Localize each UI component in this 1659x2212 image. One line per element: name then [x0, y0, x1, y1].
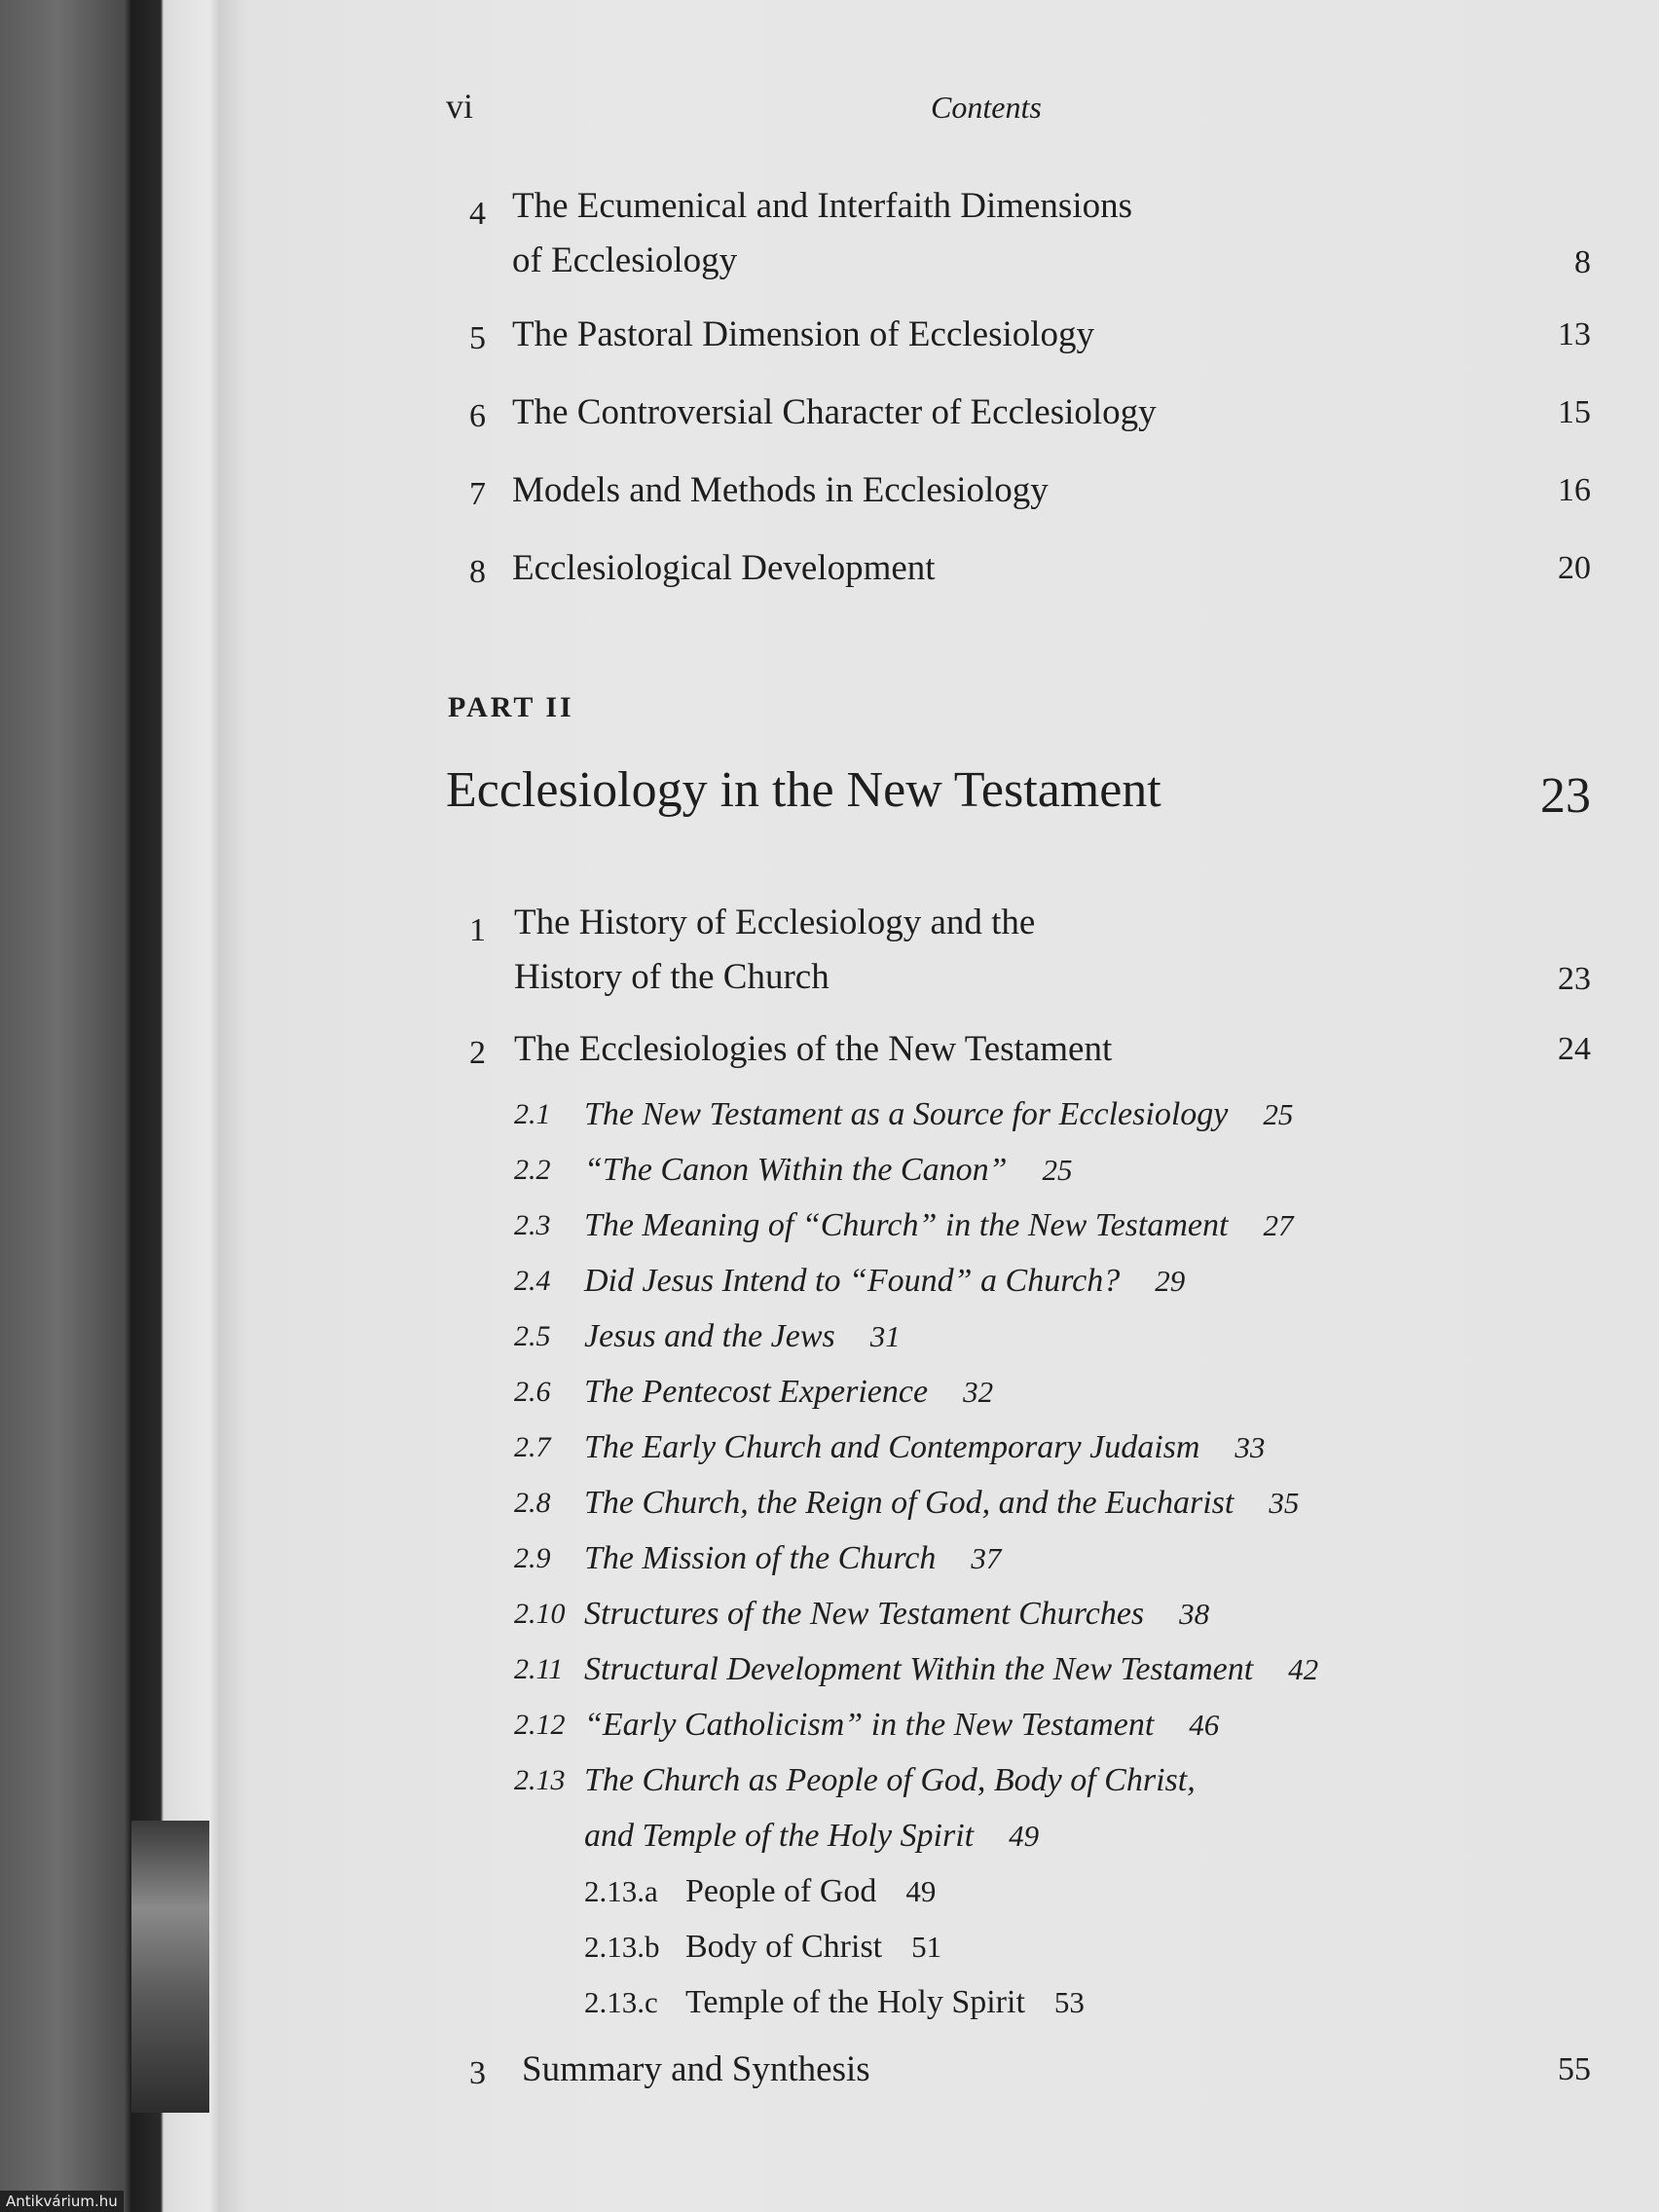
- chapter-title-line1: The Ecumenical and Interfaith Dimensions: [512, 186, 1133, 226]
- chapter-number: 7: [469, 476, 486, 512]
- chapter-title: The Pastoral Dimension of Ecclesiology: [512, 314, 1095, 354]
- section-title: The Mission of the Church: [584, 1540, 937, 1576]
- chapter-title-line2: of Ecclesiology: [512, 240, 738, 280]
- section-number: 2.10: [514, 1598, 566, 1630]
- section-title: “Early Catholicism” in the New Testament: [584, 1707, 1155, 1743]
- chapter-number: 3: [469, 2055, 486, 2091]
- section-page: 31: [869, 1319, 901, 1353]
- subsection-title: Body of Christ: [685, 1929, 883, 1965]
- section-title: Jesus and the Jews: [584, 1318, 835, 1354]
- section-title: Structural Development Within the New Testament: [584, 1651, 1254, 1687]
- section-number: 2.8: [514, 1487, 551, 1519]
- chapter-page: 15: [1558, 394, 1591, 430]
- chapter-title: The Controversial Character of Ecclesiology: [512, 392, 1157, 432]
- part-title[interactable]: Ecclesiology in the New Testament: [446, 762, 1161, 818]
- toc-chapter[interactable]: [220, 892, 1659, 1009]
- subsection-title: Temple of the Holy Spirit: [685, 1984, 1025, 2020]
- section-page: 35: [1269, 1486, 1300, 1520]
- section-title: The New Testament as a Source for Ecclesiology: [584, 1096, 1229, 1132]
- section-title: The Church, the Reign of God, and the Eucharist: [584, 1485, 1235, 1521]
- section-title-line1: The Church as People of God, Body of Christ,: [584, 1762, 1196, 1798]
- chapter-title: Models and Methods in Ecclesiology: [512, 470, 1049, 510]
- chapter-title-line1: The History of Ecclesiology and the: [514, 903, 1036, 942]
- chapter-number: 1: [469, 912, 486, 948]
- toc-section[interactable]: [220, 1756, 1659, 1863]
- part-label: PART II: [448, 691, 574, 723]
- running-head: [220, 86, 1659, 134]
- subsection-page: 49: [905, 1874, 937, 1908]
- section-number: 2.5: [514, 1320, 551, 1352]
- chapter-page: 55: [1558, 2051, 1591, 2087]
- chapter-number: 2: [469, 1035, 486, 1071]
- section-page: 29: [1155, 1264, 1186, 1298]
- section-number: 2.7: [514, 1431, 551, 1463]
- watermark: Antikvárium.hu: [0, 2191, 124, 2212]
- chapter-number: 4: [469, 196, 486, 232]
- subsection-page: 51: [911, 1930, 942, 1964]
- chapter-title: Summary and Synthesis: [522, 2049, 870, 2089]
- subsection-number: 2.13.b: [584, 1930, 660, 1964]
- section-title: Structures of the New Testament Churches: [584, 1596, 1145, 1632]
- subsection-page: 53: [1053, 1985, 1085, 2019]
- chapter-page: 13: [1558, 316, 1591, 352]
- chapter-page: 24: [1558, 1031, 1591, 1067]
- section-page: 25: [1263, 1097, 1294, 1131]
- section-title: The Early Church and Contemporary Judaism: [584, 1429, 1200, 1465]
- section-page: 32: [963, 1375, 994, 1409]
- page-folio: vi: [446, 87, 474, 126]
- section-number: 2.11: [514, 1653, 564, 1685]
- section-title: The Pentecost Experience: [584, 1374, 929, 1410]
- section-number: 2.3: [514, 1209, 551, 1241]
- section-number: 2.9: [514, 1542, 551, 1574]
- section-page: 27: [1263, 1208, 1294, 1242]
- section-title: Did Jesus Intend to “Found” a Church?: [584, 1263, 1121, 1299]
- contents-page: [220, 0, 1659, 2212]
- section-page: 25: [1042, 1153, 1073, 1187]
- section-number: 2.13: [514, 1764, 566, 1796]
- section-page: 42: [1288, 1652, 1319, 1686]
- chapter-page: 23: [1558, 961, 1591, 997]
- running-head-title: Contents: [931, 90, 1042, 125]
- chapter-title: Ecclesiological Development: [512, 548, 936, 588]
- section-number: 2.4: [514, 1265, 551, 1297]
- chapter-number: 8: [469, 554, 486, 590]
- section-page: 49: [1009, 1819, 1040, 1853]
- toc-chapter[interactable]: [220, 175, 1659, 292]
- chapter-page: 16: [1558, 472, 1591, 508]
- section-title-line2: and Temple of the Holy Spirit: [584, 1818, 975, 1854]
- section-page: 33: [1235, 1430, 1266, 1464]
- section-number: 2.1: [514, 1098, 551, 1130]
- subsection-number: 2.13.c: [584, 1985, 658, 2019]
- section-number: 2.2: [514, 1154, 551, 1186]
- chapter-page: 20: [1558, 550, 1591, 586]
- section-page: 38: [1179, 1597, 1210, 1631]
- subsection-title: People of God: [685, 1873, 877, 1909]
- chapter-number: 5: [469, 320, 486, 356]
- section-number: 2.6: [514, 1376, 551, 1408]
- section-title: The Meaning of “Church” in the New Testament: [584, 1207, 1229, 1243]
- chapter-page: 8: [1574, 244, 1591, 280]
- subsection-number: 2.13.a: [584, 1874, 658, 1908]
- section-title: “The Canon Within the Canon”: [584, 1152, 1008, 1188]
- section-page: 37: [971, 1541, 1002, 1575]
- part-page: 23: [1540, 768, 1591, 824]
- section-number: 2.12: [514, 1709, 566, 1741]
- book-cover-edge: [131, 1821, 209, 2113]
- section-page: 46: [1189, 1708, 1220, 1742]
- chapter-title-line2: History of the Church: [514, 957, 830, 997]
- chapter-title: The Ecclesiologies of the New Testament: [514, 1029, 1113, 1069]
- chapter-number: 6: [469, 398, 486, 434]
